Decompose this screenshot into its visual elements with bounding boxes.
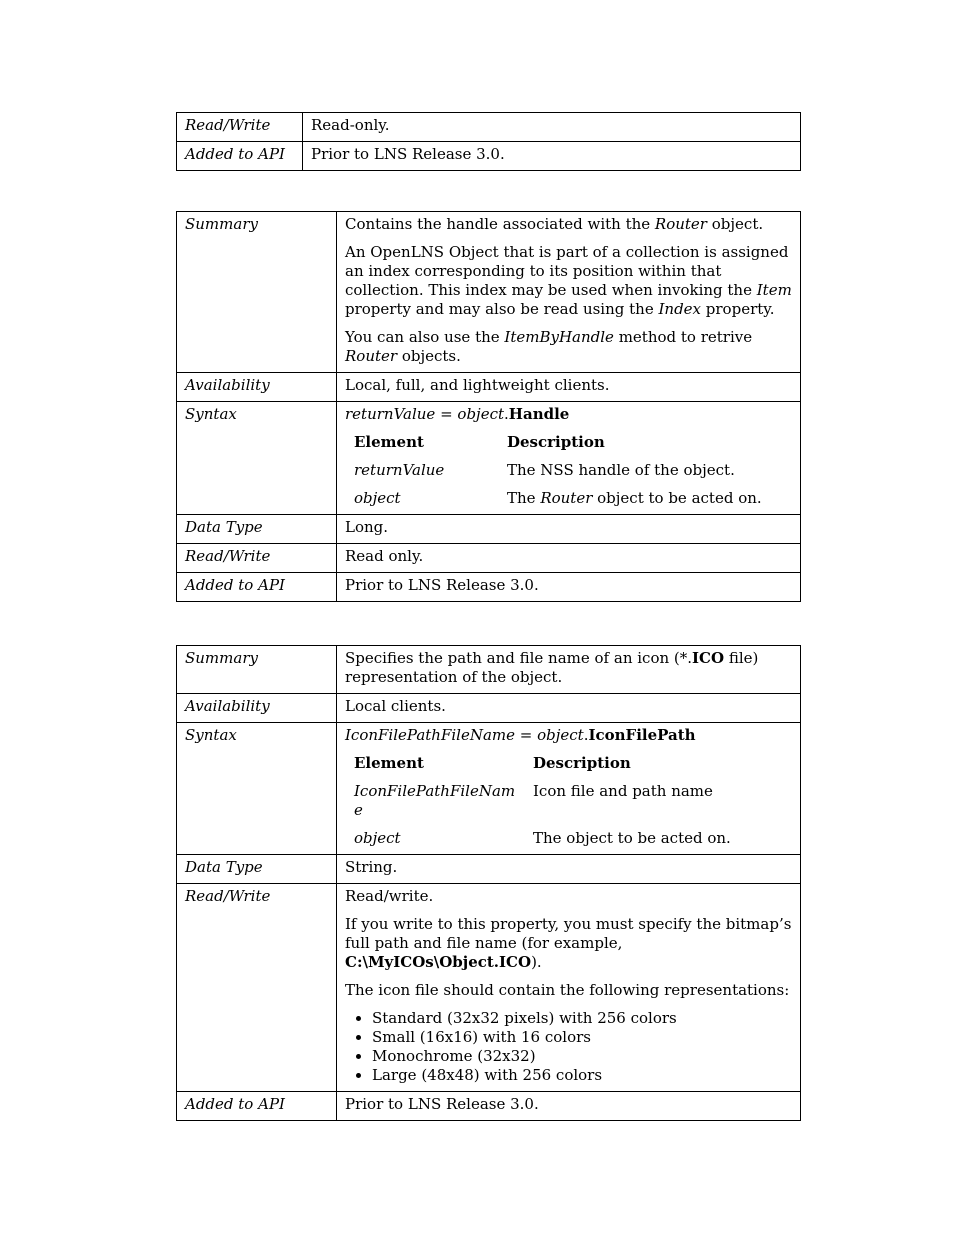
syntax-value — [337, 723, 801, 855]
datatype-row — [177, 515, 801, 544]
syntax-line: IconFilePathFileName = object.IconFilePath — [345, 726, 696, 744]
added-key: Added to API — [177, 573, 337, 602]
datatype-row — [177, 855, 801, 884]
property-table-1 — [176, 112, 801, 171]
table-row — [177, 142, 801, 171]
list-item: • Monochrome (32x32) — [372, 1047, 792, 1066]
list-item: • Standard (32x32 pixels) with 256 colors — [372, 1009, 792, 1028]
readwrite-value — [337, 884, 801, 1092]
description-header: Description — [507, 433, 605, 451]
summary-paragraph: Contains the handle associated with the Router object. — [345, 215, 764, 233]
datatype-value: Long. — [337, 515, 801, 544]
readwrite-paragraph: If you write to this property, you must specify the bitmap’s full path and file name (for example, C:\MyICOs\Object.ICO). — [345, 915, 792, 971]
element-header: Element — [354, 754, 424, 772]
summary-paragraph: An OpenLNS Object that is part of a collection is assigned an index corresponding to its position within that collection. This index may be used when invoking the Item property and may also be read using the Index property. — [345, 243, 792, 318]
element-name: IconFilePathFileNam e — [354, 782, 516, 819]
handle-property-table — [176, 211, 801, 602]
availability-row — [177, 694, 801, 723]
datatype-value: String. — [337, 855, 801, 884]
added-row — [177, 1092, 801, 1121]
element-description: The Router object to be acted on. — [507, 489, 762, 507]
row-key: Added to API — [177, 142, 303, 171]
element-description: The object to be acted on. — [533, 829, 731, 847]
readwrite-row — [177, 884, 801, 1092]
readwrite-value: Read only. — [337, 544, 801, 573]
availability-key: Availability — [177, 373, 337, 402]
readwrite-row — [177, 544, 801, 573]
list-item: • Large (48x48) with 256 colors — [372, 1066, 792, 1085]
summary-key: Summary — [177, 646, 337, 694]
syntax-key: Syntax — [177, 402, 337, 515]
table-row — [177, 113, 801, 142]
table-row — [345, 489, 788, 508]
element-table — [345, 433, 788, 508]
added-value: Prior to LNS Release 3.0. — [337, 573, 801, 602]
summary-key: Summary — [177, 212, 337, 373]
readwrite-paragraph: The icon file should contain the following representations: — [345, 981, 790, 999]
element-name: object — [354, 489, 401, 507]
row-key: Read/Write — [177, 113, 303, 142]
added-value: Prior to LNS Release 3.0. — [337, 1092, 801, 1121]
availability-row — [177, 373, 801, 402]
row-value: Prior to LNS Release 3.0. — [303, 142, 801, 171]
datatype-key: Data Type — [177, 515, 337, 544]
table-row — [345, 782, 788, 829]
syntax-key: Syntax — [177, 723, 337, 855]
added-key: Added to API — [177, 1092, 337, 1121]
element-name: object — [354, 829, 401, 847]
summary-value: Specifies the path and file name of an icon (*.ICO file) representation of the object. — [337, 646, 801, 694]
table-row — [345, 829, 788, 848]
row-value: Read-only. — [303, 113, 801, 142]
representation-list — [345, 1009, 792, 1085]
summary-row — [177, 646, 801, 694]
availability-value: Local clients. — [337, 694, 801, 723]
element-name: returnValue — [354, 461, 445, 479]
element-header: Element — [354, 433, 424, 451]
datatype-key: Data Type — [177, 855, 337, 884]
availability-value: Local, full, and lightweight clients. — [337, 373, 801, 402]
syntax-value — [337, 402, 801, 515]
readwrite-key: Read/Write — [177, 544, 337, 573]
element-description: The NSS handle of the object. — [507, 461, 735, 479]
syntax-row — [177, 723, 801, 855]
syntax-line: returnValue = object.Handle — [345, 405, 570, 423]
readwrite-paragraph: Read/write. — [345, 887, 434, 905]
summary-paragraph: You can also use the ItemByHandle method to retrive Router objects. — [345, 328, 753, 365]
syntax-row — [177, 402, 801, 515]
readwrite-key: Read/Write — [177, 884, 337, 1092]
table-row — [345, 461, 788, 489]
iconfilepath-property-table — [176, 645, 801, 1121]
list-item: • Small (16x16) with 16 colors — [372, 1028, 792, 1047]
description-header: Description — [533, 754, 631, 772]
added-row — [177, 573, 801, 602]
summary-value — [337, 212, 801, 373]
element-table — [345, 754, 788, 848]
summary-row — [177, 212, 801, 373]
element-description: Icon file and path name — [533, 782, 713, 800]
availability-key: Availability — [177, 694, 337, 723]
